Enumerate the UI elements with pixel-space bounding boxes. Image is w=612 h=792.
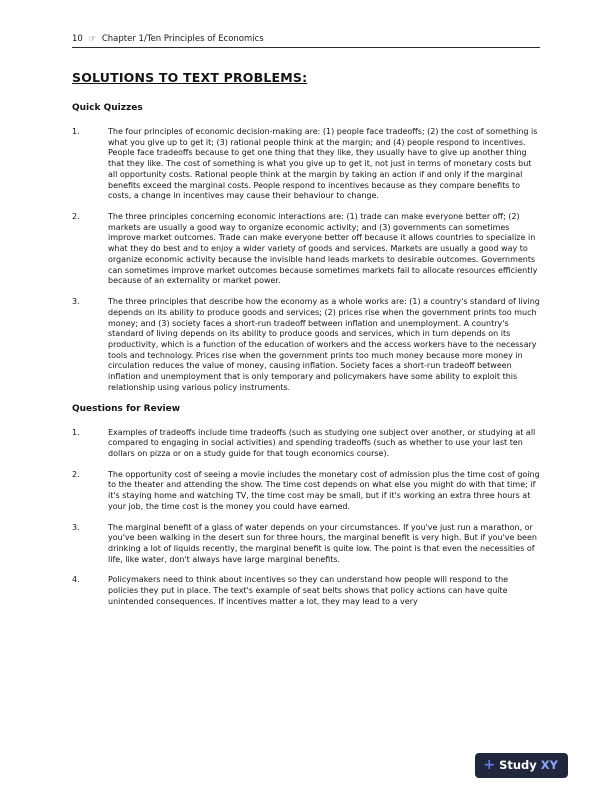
logo-text-xy: XY (540, 758, 558, 772)
logo-text-study: Study (499, 758, 537, 772)
page-header (72, 34, 540, 48)
chapter-title: Chapter 1/Ten Principles of Economics (101, 34, 264, 44)
item-text: Examples of tradeoffs include time tradeoffs (such as studying one subject over another, or studying at all compared to engaging in social activities) and spending tradeoffs (such as whether to use your last ten dollars on pizza or on a study guide for that tough economics course). (108, 427, 536, 458)
item-number: 1. (72, 127, 80, 136)
item-text: The marginal benefit of a glass of water depends on your circumstances. If you've just run a marathon, or you've been walking in the desert sun for three hours, the marginal benefit is very high. But if you've been drinking a lot of liquids recently, the marginal benefit is quite low. The point is that even the necessities of life, like water, don't always have large marginal benefits. (108, 522, 537, 564)
list-item (72, 297, 540, 393)
item-number: 2. (72, 212, 80, 222)
item-number: 3. (72, 522, 80, 532)
item-text: The four principles of economic decision-making are: (1) people face tradeoffs; (2) the cost of something is what you give up to get it; (3) rational people think at the margin; and (4) people respond to incentives. People face tradeoffs because to get one thing that they like, they usually have to give up another thing that they like. The cost of something is what you give up to get it, not just in terms of monetary costs but all opportunity costs. Rational people think at the margin by taking an action if and only if the marginal benefits exceed the marginal costs. People respond to incentives because as they compare benefits to costs, a change in incentives may cause their behaviour to change. (108, 127, 538, 201)
list-item (72, 428, 540, 460)
item-text: The three principles concerning economic interactions are: (1) trade can make everyone better off; (2) markets are usually a good way to organize economic activity; and (3) governments can sometimes improve market outcomes. Trade can make everyone better off because it allows countries to specialize in what they do best and to enjoy a wider variety of goods and services. Markets are usually a good way to organize economic activity because the invisible hand leads markets to desirable outcomes. Governments can sometimes improve market outcomes because sometimes markets fail to allocate resources efficiently because of an externality or market power. (108, 212, 538, 286)
list-item (72, 212, 540, 287)
list-item (72, 575, 540, 607)
pointing-hand-icon: ☞ (88, 34, 97, 44)
item-number: 3. (72, 297, 80, 307)
item-number: 4. (72, 575, 80, 585)
item-text: The three principles that describe how the economy as a whole works are: (1) a country's standard of living depends on its ability to produce goods and services; (2) prices rise when the government prints too much money; and (3) society faces a short-run tradeoff between inflation and unemployment. A country's standard of living depends on its ability to produce goods and services, which in turn depends on its productivity, which is a function of the education of workers and the access workers have to the necessary tools and technology. Prices rise when the government prints too much money because more money in circulation reduces the value of money, causing inflation. Society faces a short-run tradeoff between inflation and unemployment that is only temporary and policymakers have some ability to exploit this relationship using various policy instruments. (108, 297, 540, 392)
list-item (72, 127, 540, 202)
list-item (72, 523, 540, 566)
list-item (72, 470, 540, 513)
plus-icon: + (483, 757, 496, 773)
item-number: 1. (72, 427, 80, 437)
section-heading-questions-for-review: Questions for Review (72, 403, 181, 414)
item-text: The opportunity cost of seeing a movie includes the monetary cost of admission plus the time cost of going to the theater and attending the show. The time cost depends on what else you might do with that time; if it's staying home and watching TV, the time cost may be small, but if it's working an extra three hours at your job, the time cost is the money you could have earned. (108, 469, 540, 511)
studyxy-logo (475, 753, 568, 778)
item-number: 2. (72, 469, 80, 479)
section-heading-quick-quizzes: Quick Quizzes (72, 103, 143, 113)
page-number: 10 (72, 34, 83, 44)
item-text: Policymakers need to think about incentives so they can understand how people will respond to the policies they put in place. The text's example of seat belts shows that policy actions can have quite unintended consequences. If incentives matter a lot, they may lead to a very (108, 575, 509, 606)
page-title: SOLUTIONS TO TEXT PROBLEMS: (72, 70, 308, 85)
